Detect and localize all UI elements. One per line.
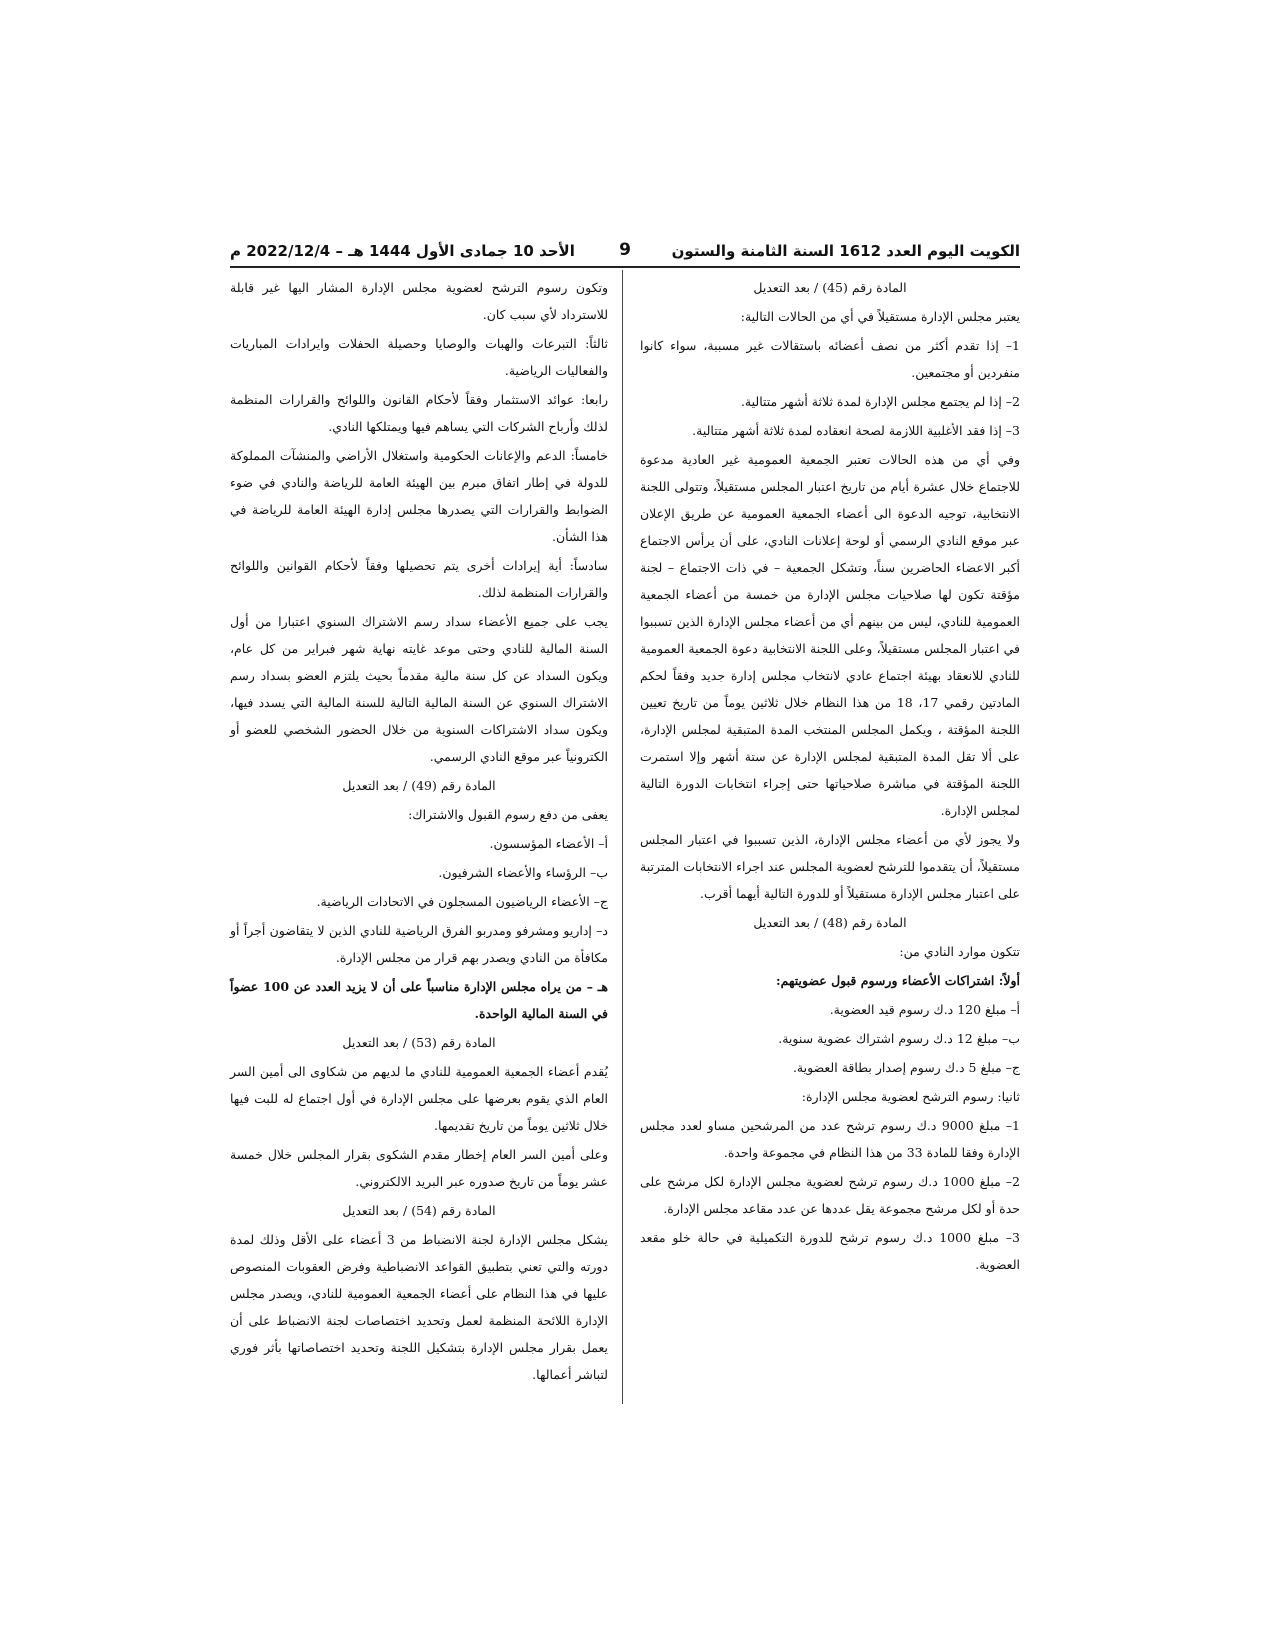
paragraph: 2– إذا لم يجتمع مجلس الإدارة لمدة ثلاثة أشهر متتالية. [740, 394, 1020, 409]
paragraph: وتكون رسوم الترشح لعضوية مجلس الإدارة المشار اليها غير قابلة للاسترداد لأي سبب كان. [230, 280, 608, 322]
left-column [230, 274, 608, 1390]
paragraph: تتكون موارد النادي من: [899, 944, 1020, 959]
paragraph: ج– مبلغ 5 د.ك رسوم إصدار بطاقة العضوية. [792, 1060, 1020, 1075]
paragraph: ثانيا: رسوم الترشح لعضوية مجلس الإدارة: [801, 1089, 1020, 1104]
paragraph: ولا يجوز لأي من أعضاء مجلس الإدارة، الذين تسببوا في اعتبار المجلس مستقيلاً، أن يتقدموا للترشح لعضوية المجلس عند اجراء الانتخابات المترتبة على اعتبار مجلس الإدارة مستقيلاً أو للدورة التالية أيهما أقرب. [640, 832, 1020, 901]
paragraph: يعفى من دفع رسوم القبول والاشتراك: [408, 807, 608, 822]
paragraph: هـ – من يراه مجلس الإدارة مناسباً على أن لا يزيد العدد عن 100 عضواً في السنة المالية الواحدة. [230, 979, 608, 1021]
paragraph: 3– مبلغ 1000 د.ك رسوم ترشح للدورة التكميلية في حالة خلو مقعد العضوية. [640, 1230, 1020, 1272]
column-divider [622, 270, 623, 1404]
paragraph: أولاً: اشتراكات الأعضاء ورسوم قبول عضويتهم: [776, 973, 1020, 988]
paragraph: 3– إذا فقد الأغلبية اللازمة لصحة انعقاده لمدة ثلاثة أشهر متتالية. [692, 423, 1020, 438]
paragraph: د– إداريو ومشرفو ومدربو الفرق الرياضية للنادي الذين لا يتقاضون أجراً أو مكافأة من النادي ويصدر بهم قرار من مجلس الإدارة. [230, 923, 608, 965]
paragraph: سادساً: أية إيرادات أخرى يتم تحصيلها وفقاً لأحكام القوانين واللوائح والقرارات المنظمة لذلك. [230, 558, 608, 600]
paragraph: وعلى أمين السر العام إخطار مقدم الشكوى بقرار المجلس خلال خمسة عشر يوماً من تاريخ صدوره عبر البريد الالكتروني. [230, 1147, 608, 1189]
paragraph: خامساً: الدعم والإعانات الحكومية واستغلال الأراضي والمنشآت المملوكة للدولة في إطار اتفاق مبرم بين الهيئة العامة للرياضة والنادي في ضوء الضوابط والقرارات التي يصدرها مجلس إدارة الهيئة العامة للرياضة في هذا الشأن. [230, 448, 608, 544]
page-header [230, 238, 1020, 266]
paragraph: يُقدم أعضاء الجمعية العمومية للنادي ما لديهم من شكاوى الى أمين السر العام الذي يقوم بعرضها على مجلس الإدارة في أول اجتماع له للبت فيها خلال ثلاثين يوماً من تاريخ تقديمها. [230, 1064, 608, 1133]
issue-date: الأحد 10 جمادى الأول 1444 هـ – 2022/12/4 م [230, 242, 575, 260]
article-heading: المادة رقم (49) / بعد التعديل [342, 778, 496, 793]
right-column [640, 274, 1020, 1280]
page-number: 9 [619, 240, 631, 260]
paragraph: ثالثاً: التبرعات والهبات والوصايا وحصيلة الحفلات وايرادات المباريات والفعاليات الرياضية. [230, 336, 608, 378]
paragraph: 1– إذا تقدم أكثر من نصف أعضائه باستقالات غير مسببة، سواء كانوا منفردين أو مجتمعين. [640, 338, 1020, 380]
paragraph: 2– مبلغ 1000 د.ك رسوم ترشح لعضوية مجلس الإدارة لكل مرشح على حدة أو لكل مرشح مجموعة يقل عددها عن عدد مقاعد مجلس الإدارة. [640, 1174, 1020, 1216]
paragraph: أ– مبلغ 120 د.ك رسوم قيد العضوية. [829, 1002, 1020, 1017]
paragraph: 1– مبلغ 9000 د.ك رسوم ترشح عدد من المرشحين مساو لعدد مجلس الإدارة وفقا للمادة 33 من هذا النظام في مجموعة واحدة. [640, 1118, 1020, 1160]
paragraph: يعتبر مجلس الإدارة مستقيلاً في أي من الحالات التالية: [740, 309, 1020, 324]
gazette-issue: الكويت اليوم العدد 1612 السنة الثامنة والستون [671, 242, 1020, 260]
paragraph: ب– مبلغ 12 د.ك رسوم اشتراك عضوية سنوية. [778, 1031, 1020, 1046]
paragraph: وفي أي من هذه الحالات تعتبر الجمعية العمومية غير العادية مدعوة للاجتماع خلال عشرة أيام من تاريخ اعتبار المجلس مستقيلاً، وتتولى اللجنة الانتخابية، توجيه الدعوة الى أعضاء الجمعية العمومية عن طريق الإعلان عبر موقع النادي الرسمي أو لوحة إعلانات النادي، على أن يرأس الاجتماع أكبر الاعضاء الحاضرين سناً، وتشكل الجمعية – في ذات الاجتماع – لجنة مؤقتة تكون لها صلاحيات مجلس الإدارة من خمسة من أعضاء الجمعية العمومية للنادي، ليس من بينهم أي من أعضاء مجلس الإدارة الذين تسببوا في اعتبار المجلس مستقيلاً، وعلى اللجنة الانتخابية دعوة الجمعية العمومية للنادي للانعقاد بهيئة اجتماع عادي لانتخاب مجلس إدارة جديد وفقاً لحكم المادتين رقمي 17، 18 من هذا النظام خلال ثلاثين يوماً من تاريخ تعيين اللجنة المؤقتة ، ويكمل المجلس المنتخب المدة المتبقية لمجلس الإدارة، على ألا تقل المدة المتبقية لمجلس الإدارة عن ستة أشهر وإلا استمرت اللجنة المؤقتة في مباشرة صلاحياتها حتى إجراء انتخابات الدورة التالية لمجلس الإدارة. [640, 452, 1020, 818]
article-heading: المادة رقم (45) / بعد التعديل [753, 280, 907, 295]
paragraph: يجب على جميع الأعضاء سداد رسم الاشتراك السنوي اعتبارا من أول السنة المالية للنادي وحتى موعد غايته نهاية شهر فبراير من كل عام، ويكون السداد عن كل سنة مالية مقدماً بحيث يلتزم العضو بسداد رسم الاشتراك السنوي عن السنة المالية التالية للسنة المالية التي يسدد فيها، ويكون سداد الاشتراكات السنوية من خلال الحضور الشخصي للعضو أو الكترونياً عبر موقع النادي الرسمي. [230, 614, 608, 764]
paragraph: رابعا: عوائد الاستثمار وفقاً لأحكام القانون واللوائح والقرارات المنظمة لذلك وأرباح الشركات التي يساهم فيها ويمتلكها النادي. [230, 392, 608, 434]
article-heading: المادة رقم (54) / بعد التعديل [342, 1203, 496, 1218]
header-rule [230, 266, 1020, 268]
paragraph: أ– الأعضاء المؤسسون. [489, 836, 608, 851]
article-heading: المادة رقم (48) / بعد التعديل [753, 915, 907, 930]
paragraph: ج– الأعضاء الرياضيون المسجلون في الاتحادات الرياضية. [316, 894, 608, 909]
paragraph: يشكل مجلس الإدارة لجنة الانضباط من 3 أعضاء على الأقل وذلك لمدة دورته والتي تعني بتطبيق القواعد الانضباطية وفرض العقوبات المنصوص عليها في هذا النظام على أعضاء الجمعية العمومية للنادي، ويصدر مجلس الإدارة اللائحة المنظمة لعمل وتحديد اختصاصات لجنة الانضباط على أن يعمل بقرار مجلس الإدارة بتشكيل اللجنة وتحديد اختصاصاتها بأثر فوري لتباشر أعمالها. [230, 1232, 608, 1382]
article-heading: المادة رقم (53) / بعد التعديل [342, 1035, 496, 1050]
paragraph: ب– الرؤساء والأعضاء الشرفيون. [438, 865, 608, 880]
